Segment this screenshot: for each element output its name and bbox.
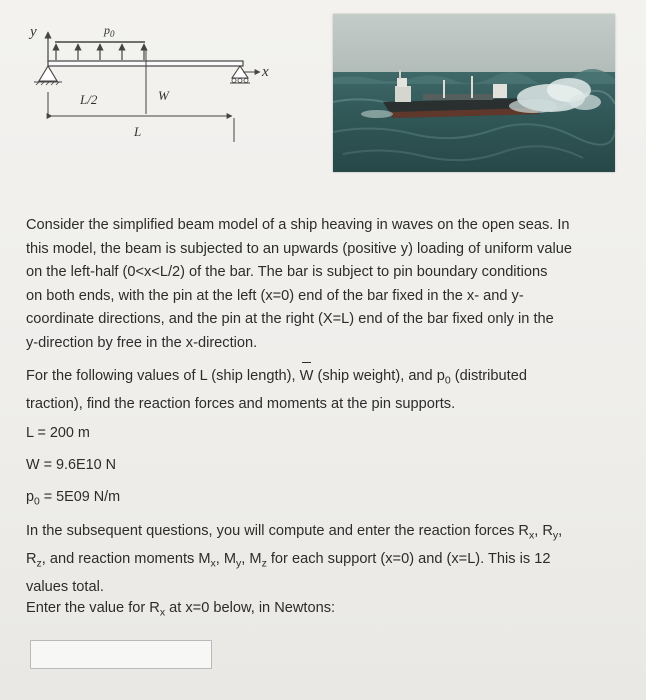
description-line: y-direction by free in the x-direction.: [26, 334, 258, 351]
subsequent-instructions: [26, 520, 622, 600]
length-value: L = 200 m: [26, 425, 90, 441]
description-line: on the left-half (0<x<L/2) of the bar. The bar is subject to pin boundary conditions: [26, 264, 548, 280]
x-axis-label: x: [262, 64, 269, 80]
length-dimension: [52, 116, 234, 142]
weight-label: W: [158, 88, 169, 103]
distributed-load: [55, 23, 145, 60]
answer-prompt: Enter the value for $R_x$ at x=0 below, in Newtons:: [26, 600, 336, 619]
load-label: $p_0$: [104, 23, 115, 39]
left-pin-support: [34, 66, 62, 85]
description-line: Consider the simplified beam model of a ship heaving in waves on the open seas. In: [26, 217, 570, 233]
values-line-2: traction), find the reaction forces and moments at the pin supports.: [26, 396, 456, 413]
description-line: coordinate directions, and the pin at the right (X=L) end of the bar fixed only in the: [26, 311, 554, 327]
length-label: L: [134, 124, 142, 139]
y-axis-label: y: [30, 24, 37, 40]
weight-vector-symbol: W: [300, 365, 314, 389]
weight-value: W = 9.6E10 N: [26, 457, 116, 473]
ship-in-waves-photo: [333, 14, 615, 172]
beam-diagram: [22, 14, 284, 164]
description-line: on both ends, with the pin at the left (x=0) end of the bar fixed in the x- and y-: [26, 287, 524, 304]
half-length-dimension: [48, 92, 98, 118]
right-roller-support: [230, 66, 250, 83]
traction-value: $p_0 = 5E09$ N/m: [26, 489, 121, 508]
values-line-1: For the following values of L (ship length), W (ship weight), and $p_0$ (distributed: [26, 365, 622, 393]
subsequent-line-2: $R_z$, and reaction moments $M_x$, $M_y$, $M_z$ for each support (x=0) and (x=L). This is 12: [26, 551, 551, 570]
half-length-label: L/2: [80, 92, 98, 107]
y-axis: [28, 24, 48, 62]
subsequent-line-1: In the subsequent questions, you will compute and enter the reaction forces $R_x$, $R_y$,: [26, 523, 563, 542]
answer-input[interactable]: [30, 640, 212, 669]
problem-description: [26, 214, 622, 355]
values-instructions: [26, 365, 622, 417]
description-line: this model, the beam is subjected to an upwards (positive y) loading of uniform value: [26, 240, 572, 257]
subsequent-line-3: values total.: [26, 579, 104, 596]
